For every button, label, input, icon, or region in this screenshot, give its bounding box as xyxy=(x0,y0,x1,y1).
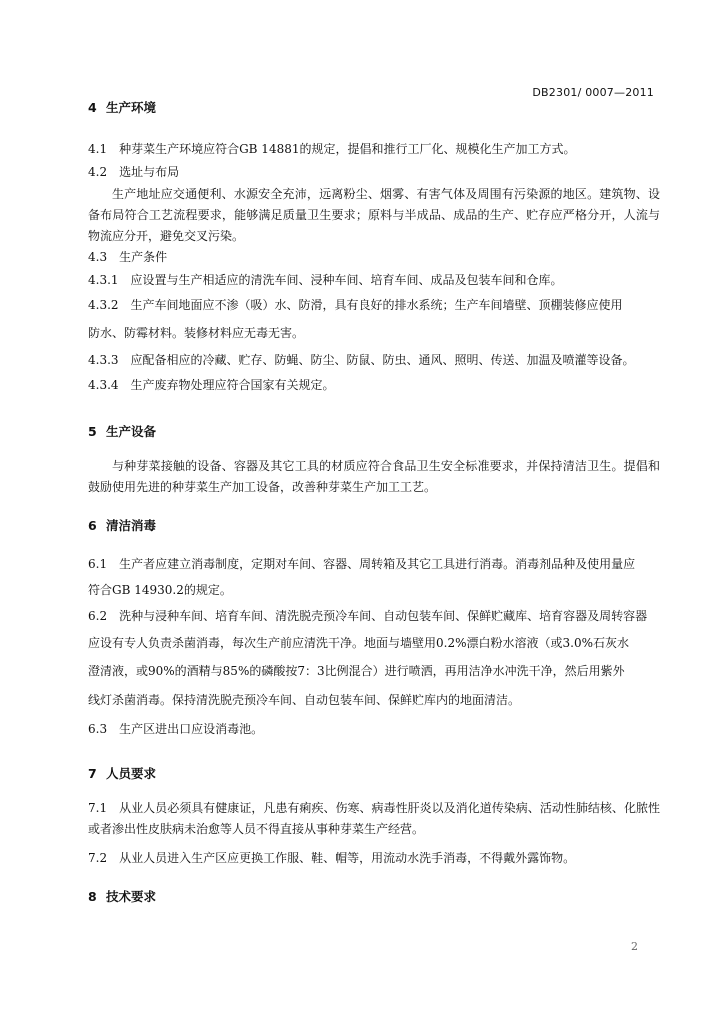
section-4-heading xyxy=(88,98,660,118)
clause-4-2-text: 生产地址应交通便利、水源安全充沛，远离粉尘、烟雾、有害气体及周围有污染源的地区。建筑物、设备布局符合工艺流程要求，能够满足质量卫生要求；原料与半成品、成品的生产、贮存应严格分开，人流与物流应分开，避免交叉污染。 xyxy=(88,187,660,243)
clause-4-3-2-line2: 防水、防霉材料。装修材料应无毒无害。 xyxy=(88,326,305,340)
section-8-number: 8 xyxy=(88,889,97,904)
section-6-number: 6 xyxy=(88,518,97,533)
clause-4-3-4: 4.3.4 生产废弃物处理应符合国家有关规定。 xyxy=(88,378,335,392)
clause-6-2-line1: 6.2 洗种与浸种车间、培育车间、清洗脱壳预冷车间、自动包装车间、保鲜贮藏库、培育容器及周转容器 xyxy=(88,609,648,623)
section-6-heading xyxy=(88,516,660,536)
section-6-title: 清洁消毒 xyxy=(106,518,157,533)
section-5-heading xyxy=(88,422,660,442)
clause-7-2: 7.2 从业人员进入生产区应更换工作服、鞋、帽等，用流动水洗手消毒，不得戴外露饰物。 xyxy=(88,851,576,865)
clause-6-2-line3: 澄清液，或90%的酒精与85%的磷酸按7：3比例混合）进行喷洒，再用洁净水冲洗干净，然后用紫外 xyxy=(88,664,625,678)
clause-4-3-heading: 4.3 生产条件 xyxy=(88,250,168,264)
clause-4-3-2-line1: 4.3.2 生产车间地面应不渗（吸）水、防滑，具有良好的排水系统；生产车间墙壁、顶棚装修应使用 xyxy=(88,298,623,312)
clause-6-1-line2: 符合GB 14930.2的规定。 xyxy=(88,583,232,597)
clause-4-3-1: 4.3.1 应设置与生产相适应的清洗车间、浸种车间、培育车间、成品及包装车间和仓库。 xyxy=(88,273,563,287)
section-5-text: 与种芽菜接触的设备、容器及其它工具的材质应符合食品卫生安全标准要求，并保持清洁卫生。提倡和鼓励使用先进的种芽菜生产加工设备，改善种芽菜生产加工工艺。 xyxy=(88,459,660,494)
section-7-title: 人员要求 xyxy=(106,766,157,781)
section-5-title: 生产设备 xyxy=(106,424,157,439)
clause-6-2-line2: 应设有专人负责杀菌消毒，每次生产前应清洗干净。地面与墙壁用0.2%漂白粉水溶液（或3.0%石灰水 xyxy=(88,636,629,650)
section-4-number: 4 xyxy=(88,100,97,115)
section-7-heading xyxy=(88,764,660,784)
section-8-title: 技术要求 xyxy=(106,889,157,904)
section-8-heading xyxy=(88,887,660,907)
clause-6-2-line4: 线灯杀菌消毒。保持清洗脱壳预冷车间、自动包装车间、保鲜贮库内的地面清洁。 xyxy=(88,693,521,707)
clause-4-2-heading: 4.2 选址与布局 xyxy=(88,165,180,179)
clause-4-3-3: 4.3.3 应配备相应的冷藏、贮存、防蝇、防尘、防鼠、防虫、通风、照明、传送、加温及喷灌等设备。 xyxy=(88,353,635,367)
section-4-title: 生产环境 xyxy=(106,100,157,115)
page-number: 2 xyxy=(631,940,638,953)
section-5-number: 5 xyxy=(88,424,97,439)
section-7-number: 7 xyxy=(88,766,97,781)
clause-7-1: 7.1 从业人员必须具有健康证，凡患有痢疾、伤寒、病毒性肝炎以及消化道传染病、活动性肺结核、化脓性或者渗出性皮肤病未治愈等人员不得直接从事种芽菜生产经营。 xyxy=(88,801,660,836)
clause-6-3: 6.3 生产区进出口应设消毒池。 xyxy=(88,722,264,736)
clause-6-1-line1: 6.1 生产者应建立消毒制度，定期对车间、容器、周转箱及其它工具进行消毒。消毒剂品种及使用量应 xyxy=(88,557,636,571)
clause-4-1: 4.1 种芽菜生产环境应符合GB 14881的规定，提倡和推行工厂化、规模化生产加工方式。 xyxy=(88,142,576,156)
standard-code: DB2301/ 0007—2011 xyxy=(532,86,654,99)
